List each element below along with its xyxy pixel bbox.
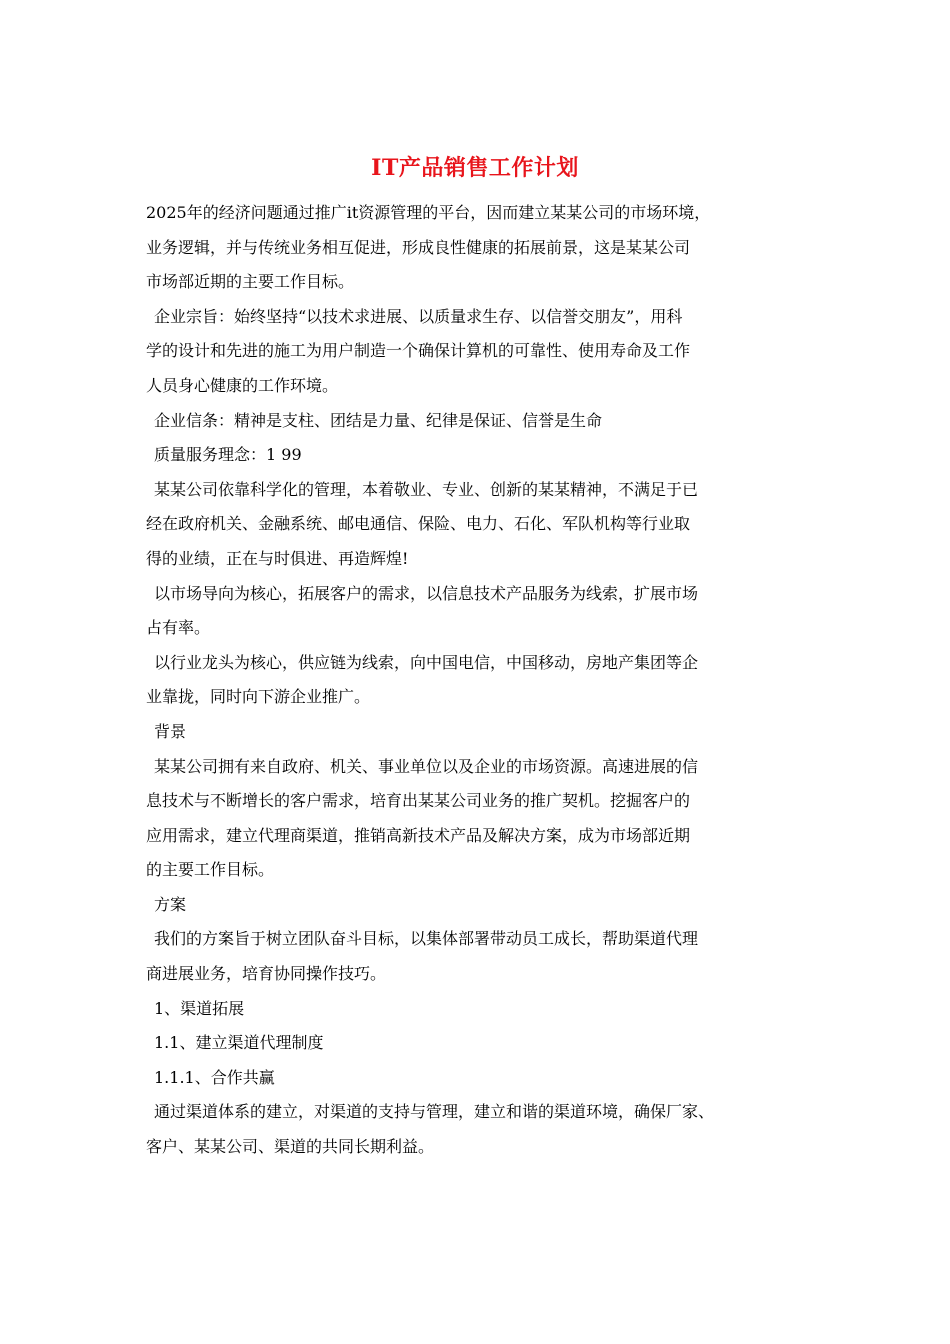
- paragraph-line: 某某公司依靠科学化的管理，本着敬业、专业、创新的某某精神，不满足于已: [154, 479, 699, 499]
- paragraph-line: 业靠拢，同时向下游企业推广。: [146, 687, 371, 707]
- paragraph-line: 我们的方案旨于树立团队奋斗目标，以集体部署带动员工成长，帮助渠道代理: [154, 929, 699, 949]
- section-heading: 1.1.1、合作共赢: [154, 1067, 275, 1087]
- paragraph-line: 以市场导向为核心，拓展客户的需求，以信息技术产品服务为线索，扩展市场: [154, 583, 699, 603]
- paragraph-line: 得的业绩，正在与时俱进、再造辉煌!: [146, 548, 409, 568]
- paragraph-line: 商进展业务，培育协同操作技巧。: [146, 964, 387, 984]
- paragraph-line: 市场部近期的主要工作目标。: [146, 272, 355, 292]
- section-heading: 方案: [154, 894, 187, 914]
- paragraph-line: 人员身心健康的工作环境。: [146, 375, 339, 395]
- section-heading: 1.1、建立渠道代理制度: [154, 1033, 324, 1053]
- paragraph-line: 的主要工作目标。: [146, 860, 275, 880]
- document-title: IT产品销售工作计划: [371, 155, 579, 181]
- paragraph-line: 2025年的经济问题通过推广it资源管理的平台，因而建立某某公司的市场环境，: [146, 203, 711, 222]
- paragraph-line: 某某公司拥有来自政府、机关、事业单位以及企业的市场资源。高速进展的信: [154, 756, 699, 776]
- paragraph-line: 占有率。: [146, 618, 211, 638]
- document-body: [146, 196, 826, 1165]
- section-heading: 背景: [154, 721, 187, 741]
- paragraph-line: 通过渠道体系的建立，对渠道的支持与管理，建立和谐的渠道环境，确保厂家、: [154, 1102, 715, 1122]
- section-heading: 1、渠道拓展: [154, 998, 245, 1018]
- paragraph-line: 学的设计和先进的施工为用户制造一个确保计算机的可靠性、使用寿命及工作: [146, 341, 691, 361]
- paragraph-line: 质量服务理念：1 99: [154, 445, 302, 465]
- paragraph-line: 息技术与不断增长的客户需求，培育出某某公司业务的推广契机。挖掘客户的: [146, 791, 691, 811]
- paragraph-line: 以行业龙头为核心，供应链为线索，向中国电信，中国移动，房地产集团等企: [154, 652, 699, 672]
- paragraph-line: 经在政府机关、金融系统、邮电通信、保险、电力、石化、军队机构等行业取: [146, 514, 691, 534]
- paragraph-line: 应用需求，建立代理商渠道，推销高新技术产品及解决方案，成为市场部近期: [146, 825, 691, 845]
- paragraph-line: 业务逻辑，并与传统业务相互促进，形成良性健康的拓展前景，这是某某公司: [146, 237, 691, 257]
- paragraph-line: 客户、某某公司、渠道的共同长期利益。: [146, 1137, 435, 1157]
- paragraph-line: 企业宗旨：始终坚持“以技术求进展、以质量求生存、以信誉交朋友”，用科: [154, 306, 683, 326]
- paragraph-line: 企业信条：精神是支柱、团结是力量、纪律是保证、信誉是生命: [154, 410, 603, 430]
